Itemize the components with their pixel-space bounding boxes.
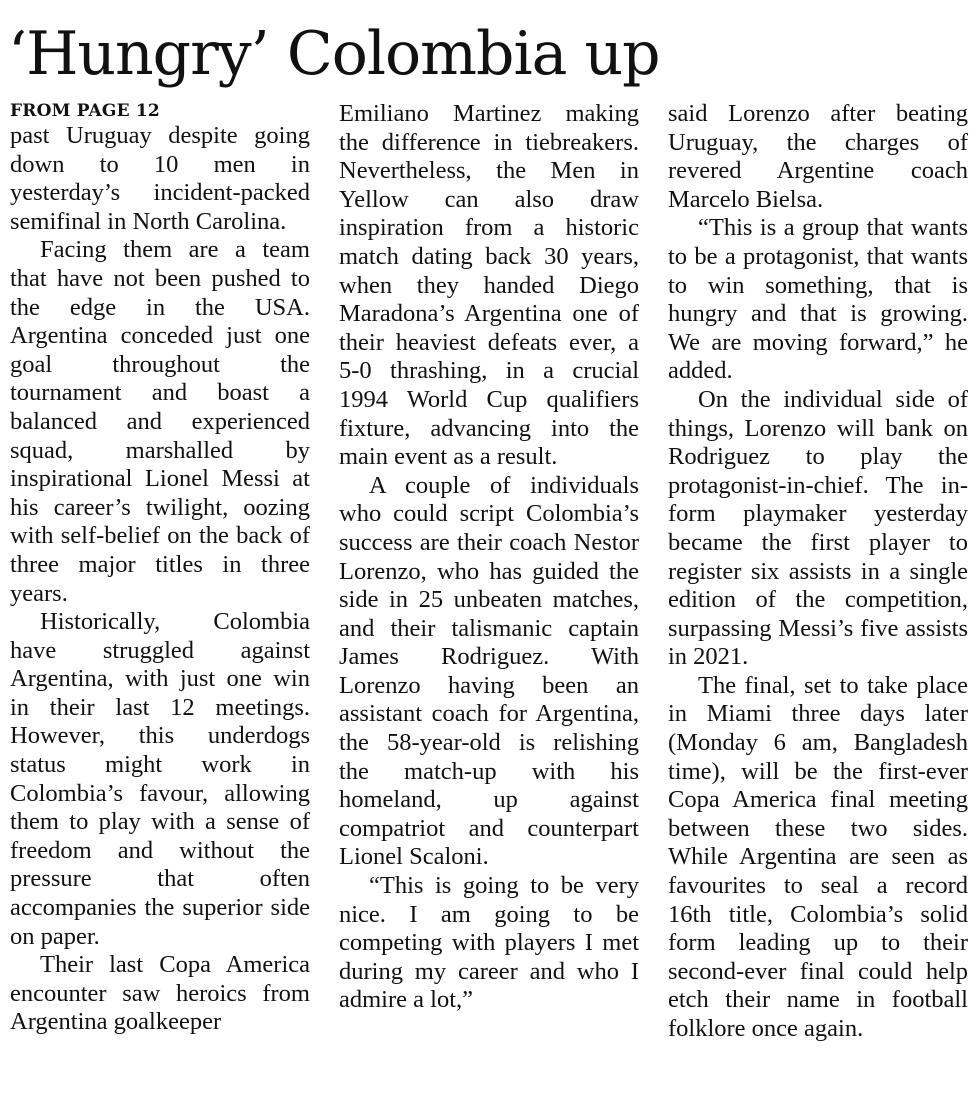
paragraph: Historically, Colombia have struggled against Argentina, with just one win in their last 12 meetings. However, this underdogs status might work in Colombia’s favour, allowing them to play with a sense of freedom and without the pressure that often accompanies the superior side on paper. — [10, 608, 310, 950]
article-column-1 — [10, 100, 310, 1037]
paragraph: On the individual side of things, Lorenzo will bank on Rodriguez to play the protagonist-in-chief. The in-form playmaker yesterday became the first player to register six assists in a single edition of the competition, surpassing Messi’s five assists in 2021. — [668, 385, 968, 671]
paragraph: past Uruguay despite going down to 10 men in yesterday’s incident-packed semifinal in North Carolina. — [10, 122, 310, 235]
paragraph: “This is a group that wants to be a protagonist, that wants to win something, that is hungry and that is growing. We are moving forward,” he added. — [668, 214, 968, 385]
paragraph: “This is going to be very nice. I am going to be competing with players I met during my career and who I admire a lot,” — [339, 872, 639, 1014]
paragraph: said Lorenzo after beating Uruguay, the charges of revered Argentine coach Marcelo Bielsa. — [668, 100, 968, 213]
article-column-2 — [339, 100, 639, 1015]
paragraph: Facing them are a team that have not been pushed to the edge in the USA. Argentina conceded just one goal throughout the tournament and boast a balanced and experienced squad, marshalled by inspirational Lionel Messi at his career’s twilight, oozing with self-belief on the back of three major titles in three years. — [10, 236, 310, 607]
paragraph: A couple of individuals who could script Colombia’s success are their coach Nestor Lorenzo, who has guided the side in 25 unbeaten matches, and their talismanic captain James Rodriguez. With Lorenzo having been an assistant coach for Argentina, the 58-year-old is relishing the match-up with his homeland, up against compatriot and counterpart Lionel Scaloni. — [339, 471, 639, 871]
headline: ‘Hungry’ Colombia up — [8, 19, 660, 89]
paragraph: Their last Copa America encounter saw heroics from Argentina goalkeeper — [10, 951, 310, 1036]
article-column-3 — [668, 100, 968, 1044]
continued-from-label: FROM PAGE 12 — [10, 101, 160, 121]
paragraph: The final, set to take place in Miami three days later (Monday 6 am, Bangladesh time), will be the first-ever Copa America final meeting between these two sides. While Argentina are seen as favourites to seal a record 16th title, Colombia’s solid form leading up to their second-ever final could help etch their name in football folklore once again. — [668, 671, 968, 1042]
paragraph: Emiliano Martinez making the difference in tiebreakers. Nevertheless, the Men in Yellow can also draw inspiration from a historic match dating back 30 years, when they handed Diego Maradona’s Argentina one of their heaviest defeats ever, a 5-0 thrashing, in a crucial 1994 World Cup qualifiers fixture, advancing into the main event as a result. — [339, 100, 639, 471]
